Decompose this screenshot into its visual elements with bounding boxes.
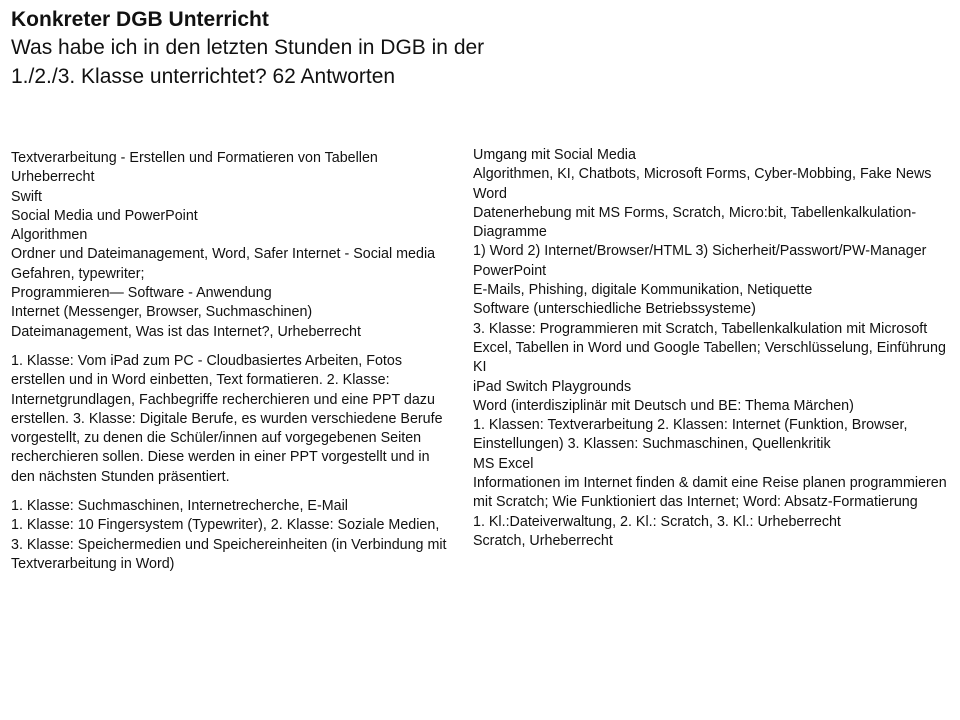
answer-item: 1. Klasse: 10 Fingersystem (Typewriter), 2. Klasse: Soziale Medien, 3. Klasse: Speichermedien und Speichereinheiten (in Verbindung mit Textverarbeitung in Word) — [11, 517, 447, 572]
right-answer-column — [473, 146, 953, 551]
answer-item: Internet (Messenger, Browser, Suchmaschinen) — [11, 304, 313, 321]
slide-header — [11, 7, 531, 91]
slide-title: Konkreter DGB Unterricht — [11, 8, 269, 31]
answer-item: Algorithmen, KI, Chatbots, Microsoft Forms, Cyber-Mobbing, Fake News — [473, 166, 932, 183]
answer-item: Dateimanagement, Was ist das Internet?, Urheberrecht — [11, 323, 361, 340]
answer-item: Scratch, Urheberrecht — [473, 532, 613, 549]
answer-item: Word — [473, 185, 507, 202]
answer-item: 1. Klasse: Suchmaschinen, Internetrecherche, E-Mail — [11, 498, 348, 515]
answer-item: Algorithmen — [11, 227, 88, 244]
answer-item: Textverarbeitung - Erstellen und Formatieren von Tabellen — [11, 150, 378, 166]
answer-item: iPad Switch Playgrounds — [473, 378, 632, 395]
answer-item: Programmieren— Software - Anwendung — [11, 285, 272, 302]
answer-item: Informationen im Internet finden & damit eine Reise planen programmieren mit Scratch; Wie Funktioniert das Internet; Word: Absatz-Formatierung — [473, 475, 947, 511]
answer-item: Datenerhebung mit MS Forms, Scratch, Micro:bit, Tabellenkalkulation-Diagramme — [473, 204, 917, 241]
answer-item: Swift — [11, 188, 42, 205]
answer-item: Social Media und PowerPoint — [11, 207, 198, 224]
answer-item: 1. Klassen: Textverarbeitung 2. Klassen: Internet (Funktion, Browser, Einstellungen) 3. Klassen: Suchmaschinen, Quellenkritik — [473, 417, 908, 453]
answer-item: Word (interdisziplinär mit Deutsch und BE: Thema Märchen) — [473, 397, 854, 414]
answer-item: E-Mails, Phishing, digitale Kommunikation, Netiquette — [473, 282, 813, 299]
answer-item: Urheberrecht — [11, 169, 95, 186]
answer-paragraph: 1. Klasse: Vom iPad zum PC - Cloudbasiertes Arbeiten, Fotos erstellen und in Word einbetten, Text formatieren. 2. Klasse: Internetgrundlagen, Fachbegriffe recherchieren und eine PPT dazu erstellen. 3. Klasse: Digitale Berufe, es wurden verschiedene Berufe vorgestellt, zu denen die Schüler/innen auf vorgegebenen Seiten recherchieren sollen. Diese werden in einer PPT vorgestellt und in den nächsten Stunden präsentiert. — [11, 352, 443, 485]
answer-item: Software (unterschiedliche Betriebssysteme) — [473, 301, 756, 318]
survey-question: Was habe ich in den letzten Stunden in DGB in der 1./2./3. Klasse unterrichtet? 62 Antworten — [11, 36, 485, 88]
answer-item: 1) Word 2) Internet/Browser/HTML 3) Sicherheit/Passwort/PW-Manager — [473, 243, 927, 260]
answer-item: 1. Kl.:Dateiverwaltung, 2. Kl.: Scratch, 3. Kl.: Urheberrecht — [473, 513, 841, 530]
answer-item: Ordner und Dateimanagement, Word, Safer Internet - Social media Gefahren, typewriter; — [11, 246, 436, 282]
answer-item: Umgang mit Social Media — [473, 147, 636, 163]
left-answer-column — [11, 149, 451, 574]
answer-item: 3. Klasse: Programmieren mit Scratch, Tabellenkalkulation mit Microsoft Excel, Tabellen in Word und Google Tabellen; Verschlüsselung, Einführung KI — [473, 320, 946, 376]
answer-item: PowerPoint — [473, 262, 547, 279]
answer-item: MS Excel — [473, 455, 534, 472]
